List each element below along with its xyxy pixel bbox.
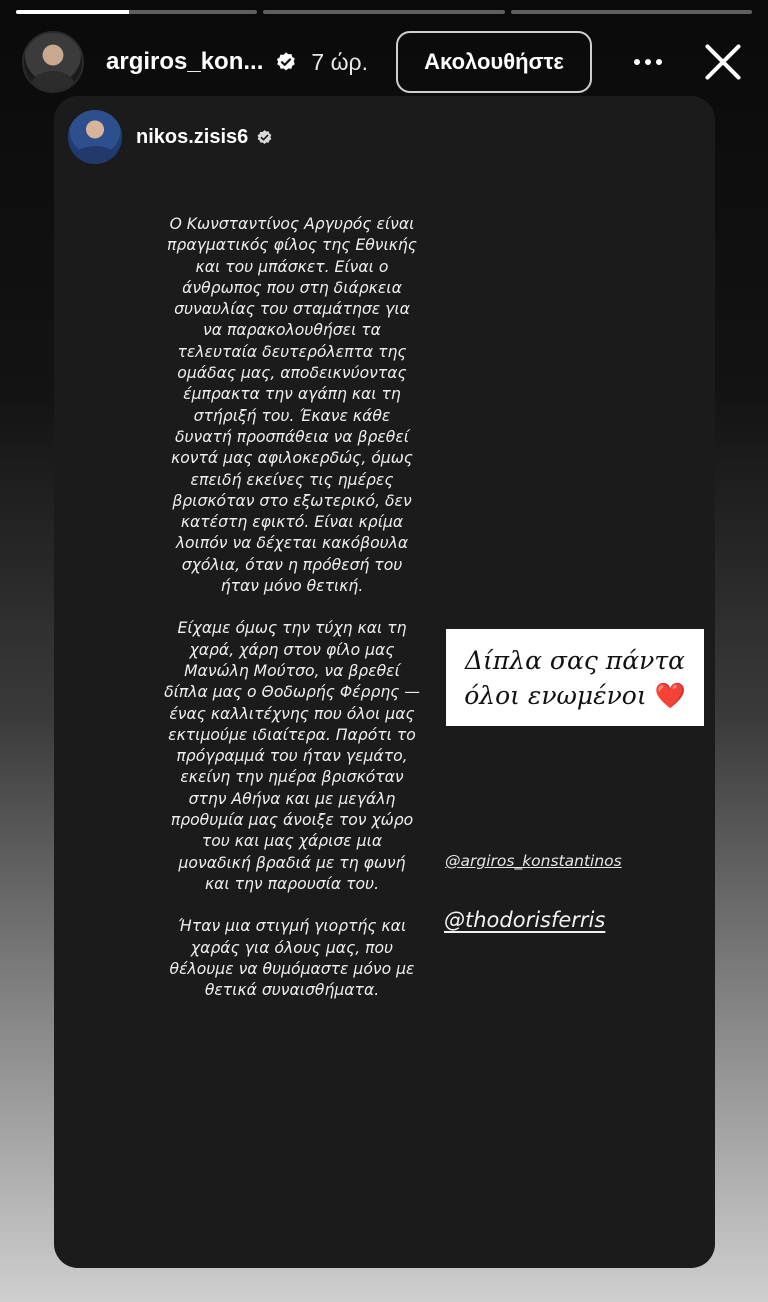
sticker-line-2-text: όλοι ενωμένοι	[464, 680, 647, 710]
mention-argiros[interactable]: @argiros_konstantinos	[445, 852, 622, 870]
shared-post-avatar[interactable]	[68, 110, 122, 164]
sticker-line-2	[464, 678, 686, 713]
verified-badge-icon	[275, 51, 297, 73]
follow-button[interactable]: Ακολουθήστε	[396, 31, 592, 93]
sticker-line-1: Δίπλα σας πάντα	[464, 645, 686, 675]
close-icon[interactable]	[702, 41, 744, 83]
story-segment-2	[263, 10, 504, 14]
post-paragraph: Ο Κωνσταντίνος Αργυρός είναι πραγματικός φίλος της Εθνικής και του μπάσκετ. Είναι ο άνθρωπος που στη διάρκεια συναυλίας του σταμάτησε για να παρακολουθήσει τα τελευταία δευτερόλεπτα της ομάδας μας, αποδεικνύοντας έμπρακτα την αγάπη και τη στήριξή του. Έκανε κάθε δυνατή προσπάθεια να βρεθεί κοντά μας αφιλοκερδώς, όμως επειδή εκείνες τις ημέρες βρισκόταν στο εξωτερικό, δεν κατέστη εφικτό. Είναι κρίμα λοιπόν να δέχεται κακόβουλα σχόλια, όταν η πρόθεσή του ήταν μόνο θετική.	[167, 215, 417, 596]
post-paragraph: Ήταν μια στιγμή γιορτής και χαράς για όλους μας, που θέλουμε να θυμόμαστε μόνο με θετικά συναισθήματα.	[169, 917, 415, 1000]
shared-post-header[interactable]	[68, 110, 273, 164]
more-options-icon[interactable]	[632, 42, 664, 82]
story-segment-1	[16, 10, 257, 14]
heart-icon: ❤️	[654, 680, 686, 710]
story-progress-bar	[16, 10, 752, 14]
shared-post-username[interactable]: nikos.zisis6	[136, 125, 249, 148]
story-segment-1-fill	[16, 10, 129, 14]
story-header	[22, 30, 752, 94]
shared-post-card[interactable]	[54, 96, 715, 1268]
post-paragraph: Είχαμε όμως την τύχη και τη χαρά, χάρη στον φίλο μας Μανώλη Μούτσο, να βρεθεί δίπλα μας ο Θοδωρής Φέρρης — ένας καλλιτέχνης που όλοι μας εκτιμούμε ιδιαίτερα. Παρότι το πρόγραμμά του ήταν γεμάτο, εκείνη την ημέρα βρισκόταν στην Αθήνα και με μεγάλη προθυμία μας άνοιξε τον χώρο του και μας χάρισε μια μοναδική βραδιά με τη φωνή και την παρουσία του.	[164, 619, 420, 893]
text-sticker	[446, 629, 704, 726]
author-username[interactable]: argiros_kon...	[106, 48, 264, 75]
verified-badge-icon	[256, 129, 273, 146]
mention-thodorisferris[interactable]: @thodorisferris	[444, 908, 606, 932]
post-time: 7 ώρ.	[311, 48, 369, 75]
author-avatar[interactable]	[22, 31, 84, 93]
shared-post-text	[164, 214, 420, 1022]
story-segment-3	[511, 10, 752, 14]
